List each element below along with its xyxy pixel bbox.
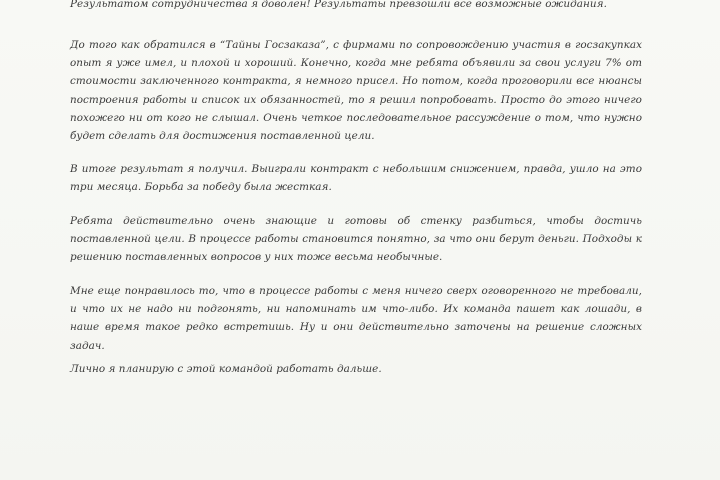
letter-paragraph-4: Ребята действительно очень знающие и готовы об стенку разбиться, чтобы достичь поставленной цели. В процессе работы становится понятно, за что они берут деньги. Подходы к решению поставленных вопросов у них тоже весьма необычные.	[70, 215, 642, 264]
letter-paragraph-1: Результатом сотрудничества я доволен! Результаты превзошли все возможные ожидания.	[70, 0, 607, 10]
letter-paragraph-3: В итоге результат я получил. Выиграли контракт с небольшим снижением, правда, ушло на это три месяца. Борьба за победу была жесткая.	[70, 163, 642, 194]
letter-paragraph-2: До того как обратился в “Тайны Госзаказа”, с фирмами по сопровождению участия в госзакупках опыт я уже имел, и плохой и хороший. Конечно, когда мне ребята объявили за свои услуги 7% от стоимости заключенного контракта, я немного присел. Но потом, когда проговорили все нюансы построения работы и список их обязанностей, то я решил попробовать. Просто до этого ничего похожего ни от кого не слышал. Очень четкое последовательное рассуждение о том, что нужно будет сделать для достижения поставленной цели.	[70, 39, 642, 143]
letter-paragraph-5: Мне еще понравилось то, что в процессе работы с меня ничего сверх оговоренного не требовали, и что их не надо ни подгонять, ни напоминать им что-либо. Их команда пашет как лошади, в наше время такое редко встретишь. Ну и они действительно заточены на решение сложных задач.	[70, 285, 642, 352]
letter-paragraph-6: Лично я планирую с этой командой работать дальше.	[70, 363, 382, 375]
